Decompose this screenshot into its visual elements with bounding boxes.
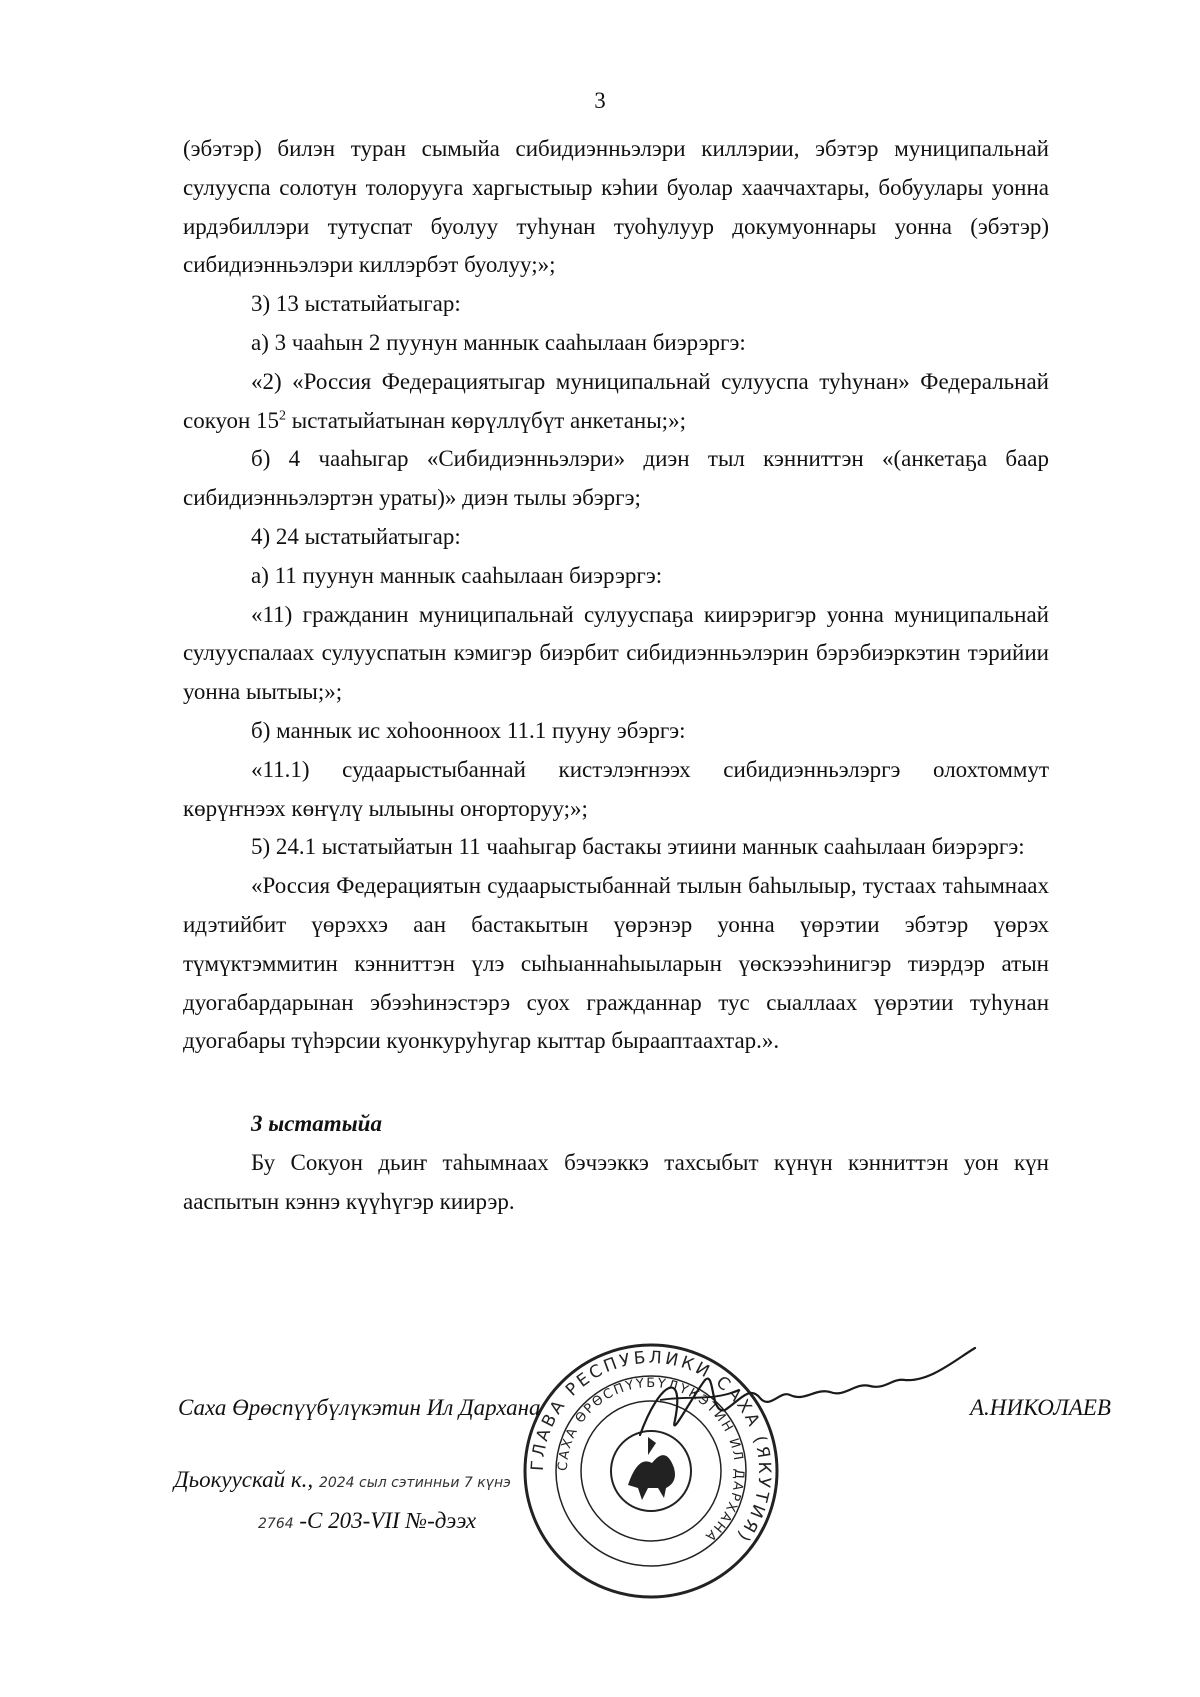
law-number — [258, 1508, 476, 1534]
signing-place-date — [174, 1467, 511, 1493]
handwritten-date: 2024 сыл сэтинньи 7 күнэ — [318, 1475, 511, 1491]
paragraph: 5) 24.1 ыстатыйатын 11 чааһыгар бастакы этиини маннык сааһылаан биэрэргэ: — [251, 834, 1025, 860]
quote-text: ыстатыйатынан көрүллүбүт анкетаны;»; — [286, 407, 686, 433]
paragraph: 4) 24 ыстатыйатыгар: — [251, 523, 461, 549]
city-prefix: Дьокуускай к., — [174, 1467, 314, 1492]
paragraph: 3) 13 ыстатыйатыгар: — [251, 291, 461, 317]
paragraph: «Россия Федерациятын судаарыстыбаннай тылын баһылыыр, тустаах таһымнаах идэтийбит үөрэххэ аан бастакытын үөрэнэр уонна үөрэтии эбэтэр үөрэх түмүктэммитин кэнниттэн үлэ сыһыаннаһыыларын үөскэээһинигэр тиэрдэр атын дуогабардарынан эбээһинэстэрэ суох гражданнар тус сыаллаах үөрэтии туһунан дуогабары түһэрсии куонкуруһугар кыттар бырааптаахтар.». — [183, 873, 1049, 1054]
quote-text: «2) «Россия Федерациятыгар муниципальнай сулууспа туһунан» Федеральнай сокуон 15 — [183, 368, 1049, 433]
document-body — [183, 130, 1049, 1222]
seal-outer-text: ГЛАВА РЕСПУБЛИКИ САХА (ЯКУТИЯ) — [527, 1347, 775, 1548]
signatory-name: А.НИКОЛАЕВ — [970, 1395, 1111, 1420]
official-seal-icon — [520, 1340, 782, 1602]
handwritten-number: 2764 — [258, 1516, 294, 1532]
superscript: 2 — [279, 407, 287, 423]
paragraph-quote — [183, 363, 1049, 441]
svg-text:САХА ӨРӨСПҮҮБҮЛҮКЭТИН ИЛ ДАРХА — [556, 1376, 746, 1545]
article-heading: 3 ыстатыйа — [251, 1111, 382, 1137]
seal-inner-text: САХА ӨРӨСПҮҮБҮЛҮКЭТИН ИЛ ДАРХАНА — [555, 1375, 747, 1545]
paragraph: б) маннык ис хоһоонноох 11.1 пууну эбэргэ: — [251, 717, 686, 743]
paragraph: «11.1) судаарыстыбаннай кистэлэҥнээх сибидиэнньэлэргэ олохтоммут көрүҥнээх көҥүлү ылыыны оҥорторуу;»; — [183, 756, 1049, 821]
paragraph: а) 11 пуунун маннык сааһылаан биэрэргэ: — [251, 562, 663, 588]
page-number: 3 — [594, 88, 606, 113]
paragraph: а) 3 чааһын 2 пуунун маннык сааһылаан биэрэргэ: — [251, 329, 746, 355]
svg-text:ГЛАВА РЕСПУБЛИКИ САХА (ЯКУТИЯ) — [528, 1348, 774, 1547]
article-text: Бу Сокуон дьиҥ таһымнаах бэчээккэ тахсыбыт күнүн кэнниттэн уон күн ааспытын кэннэ күүһүгэр киирэр. — [183, 1149, 1049, 1214]
paragraph: б) 4 чааһыгар «Сибидиэнньэлэри» диэн тыл кэнниттэн «(анкетаҕа баар сибидиэнньэлэртэн ураты)» диэн тылы эбэргэ; — [183, 446, 1049, 511]
handwritten-signature-icon — [630, 1340, 990, 1450]
paragraph: «11) гражданин муниципальнай сулууспаҕа киирэригэр уонна муниципальнай сулууспалаах сулууспатын кэмигэр биэрбит сибидиэнньэлэрин бэрэбиэркэтин тэрийии уонна ыытыы;»; — [183, 601, 1049, 705]
number-printed: -С 203-VII №-дээх — [299, 1508, 477, 1533]
paragraph: (эбэтэр) билэн туран сымыйа сибидиэнньэлэри киллэрии, эбэтэр муниципальнай сулууспа солотун толорууга харгыстыыр кэһии буолар хааччахтары, бобуулары уонна ирдэбиллэри тутуспат буолуу туһунан туоһулуур докумуоннары уонна (эбэтэр) сибидиэнньэлэри киллэрбэт буолуу;»; — [183, 136, 1049, 278]
signatory-title: Саха Өрөспүүбүлүкэтин Ил Дархана — [178, 1395, 541, 1420]
